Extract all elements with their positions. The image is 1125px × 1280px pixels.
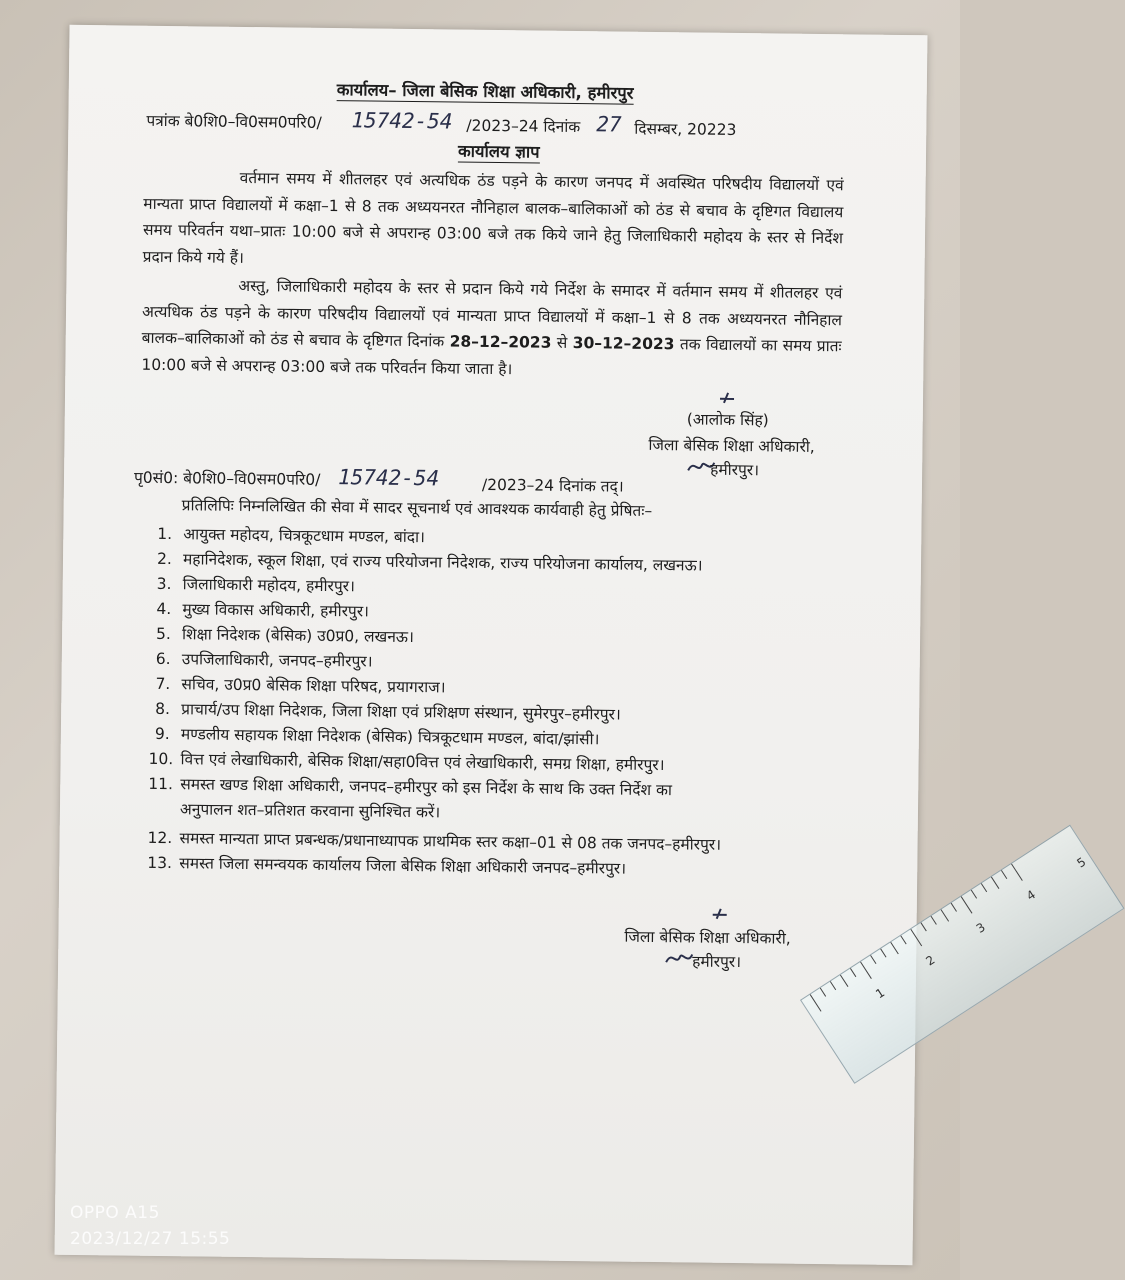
copy-ref-handwritten: 15742-54	[337, 465, 440, 491]
date-from: 28–12–2023	[449, 332, 552, 352]
list-item: 4. मुख्य विकास अधिकारी, हमीरपुर।	[156, 599, 370, 621]
list-item: 7. सचिव, उ0प्र0 बेसिक शिक्षा परिषद, प्रयागराज।	[155, 674, 446, 697]
copy-intro: प्रतिलिपिः निम्नलिखित की सेवा में सादर सूचनार्थ एवं आवश्यक कार्यवाही हेतु प्रेषितः–	[181, 496, 653, 520]
date-to: 30–12–2023	[572, 333, 675, 354]
list-item: 13. समस्त जिला समन्वयक कार्यालय जिला बेसिक शिक्षा अधिकारी जनपद–हमीरपुर।	[147, 853, 627, 878]
camera-datetime-stamp: 2023/12/27 15:55	[70, 1229, 231, 1249]
camera-device-stamp: OPPO A15	[70, 1203, 160, 1223]
list-item: 9. मण्डलीय सहायक शिक्षा निदेशक (बेसिक) चित्रकूटधाम मण्डल, बांदा/झांसी।	[154, 724, 600, 749]
letter-date-handwritten: 27	[596, 112, 622, 137]
list-item: 11. समस्त खण्ड शिक्षा अधिकारी, जनपद–हमीरपुर को इस निर्देश के साथ कि उक्त निर्देश का	[148, 774, 673, 800]
ruler-number: 3	[973, 919, 988, 936]
list-item: 5. शिक्षा निदेशक (बेसिक) उ0प्र0, लखनऊ।	[156, 624, 415, 647]
signatory-designation: जिला बेसिक शिक्षा अधिकारी,	[648, 435, 815, 456]
list-item: 8. प्राचार्य/उप शिक्षा निदेशक, जिला शिक्षा एवं प्रशिक्षण संस्थान, सुमेरपुर–हमीरपुर।	[155, 699, 621, 724]
list-item: 1. आयुक्त महोदय, चित्रकूटधाम मण्डल, बांदा।	[157, 524, 426, 547]
ruler-number: 2	[923, 952, 938, 969]
signatory-name: (आलोक सिंह)	[686, 410, 769, 430]
list-item: 12. समस्त मान्यता प्राप्त प्रबन्धक/प्रधानाध्यापक प्राथमिक स्तर कक्षा–01 से 08 तक जनपद–हमीरपुर।	[147, 828, 722, 854]
signatory2-designation: जिला बेसिक शिक्षा अधिकारी,	[624, 927, 791, 948]
letter-ref-suffix: /2023–24 दिनांक	[466, 116, 581, 137]
copy-ref-suffix: /2023–24 दिनांक तद्।	[481, 475, 624, 496]
letter-ref-prefix: पत्रांक बे0शि0–वि0सम0परि0/	[146, 111, 322, 132]
letter-date-suffix: दिसम्बर, 20223	[634, 119, 737, 139]
paragraph-1: वर्तमान समय में शीतलहर एवं अत्यधिक ठंड पड़ने के कारण जनपद में अवस्थित परिषदीय विद्यालयों एवं मान्यता प्राप्त विद्यालयों में कक्षा–1 से 8 तक अध्ययनरत नौनिहाल बालक–बालिकाओं को ठंड से बचाव के दृष्टिगत विद्यालय समय परिवर्तन यथा–प्रातः 10:00 बजे से अपरान्ह 03:00 बजे तक किये जाने हेतु जिलाधिकारी महोदय के स्तर से निर्देश प्रदान किये गये हैं।	[142, 168, 844, 267]
document-page	[55, 25, 928, 1265]
copy-ref-prefix: पृ0सं0: बे0शि0–वि0सम0परि0/	[133, 468, 321, 489]
ruler-number: 5	[1074, 854, 1089, 871]
list-item-continuation: अनुपालन शत–प्रतिशत करवाना सुनिश्चित करें।	[179, 800, 441, 822]
signatory-place: हमीरपुर।	[710, 460, 760, 480]
list-item: 10. वित्त एवं लेखाधिकारी, बेसिक शिक्षा/सहा0वित्त एवं लेखाधिकारी, समग्र शिक्षा, हमीरपुर।	[148, 749, 665, 775]
signatory2-place: हमीरपुर।	[692, 952, 742, 972]
ruler-number: 4	[1024, 887, 1039, 904]
office-title: कार्यालय– जिला बेसिक शिक्षा अधिकारी, हमीरपुर	[336, 80, 634, 103]
signature-mark	[703, 907, 737, 927]
list-item: 6. उपजिलाधिकारी, जनपद–हमीरपुर।	[155, 649, 373, 671]
ruler-number: 1	[873, 985, 888, 1002]
list-item: 2. महानिदेशक, स्कूल शिक्षा, एवं राज्य परियोजना निदेशक, राज्य परियोजना कार्यालय, लखनऊ।	[156, 549, 703, 575]
memo-title: कार्यालय ज्ञाप	[457, 141, 540, 162]
signature-mark	[710, 391, 744, 411]
letter-ref-handwritten: 15742-54	[351, 108, 453, 134]
list-item: 3. जिलाधिकारी महोदय, हमीरपुर।	[156, 574, 356, 596]
paragraph-2: अस्तु, जिलाधिकारी महोदय के स्तर से प्रदान किये गये निर्देश के समादर में वर्तमान समय में शीतलहर एवं अत्यधिक ठंड पड़ने के कारण परिषदीय विद्यालयों एवं मान्यता प्राप्त विद्यालयों में कक्षा–1 से 8 तक अध्ययनरत नौनिहाल बालक–बालिकाओं को ठंड से बचाव के दृष्टिगत दिनांक 28–12–2023 से 30–12–2023 तक विद्यालयों का समय प्रातः 10:00 बजे से अपरान्ह 03:00 बजे तक परिवर्तन किया जाता है।	[141, 276, 843, 378]
